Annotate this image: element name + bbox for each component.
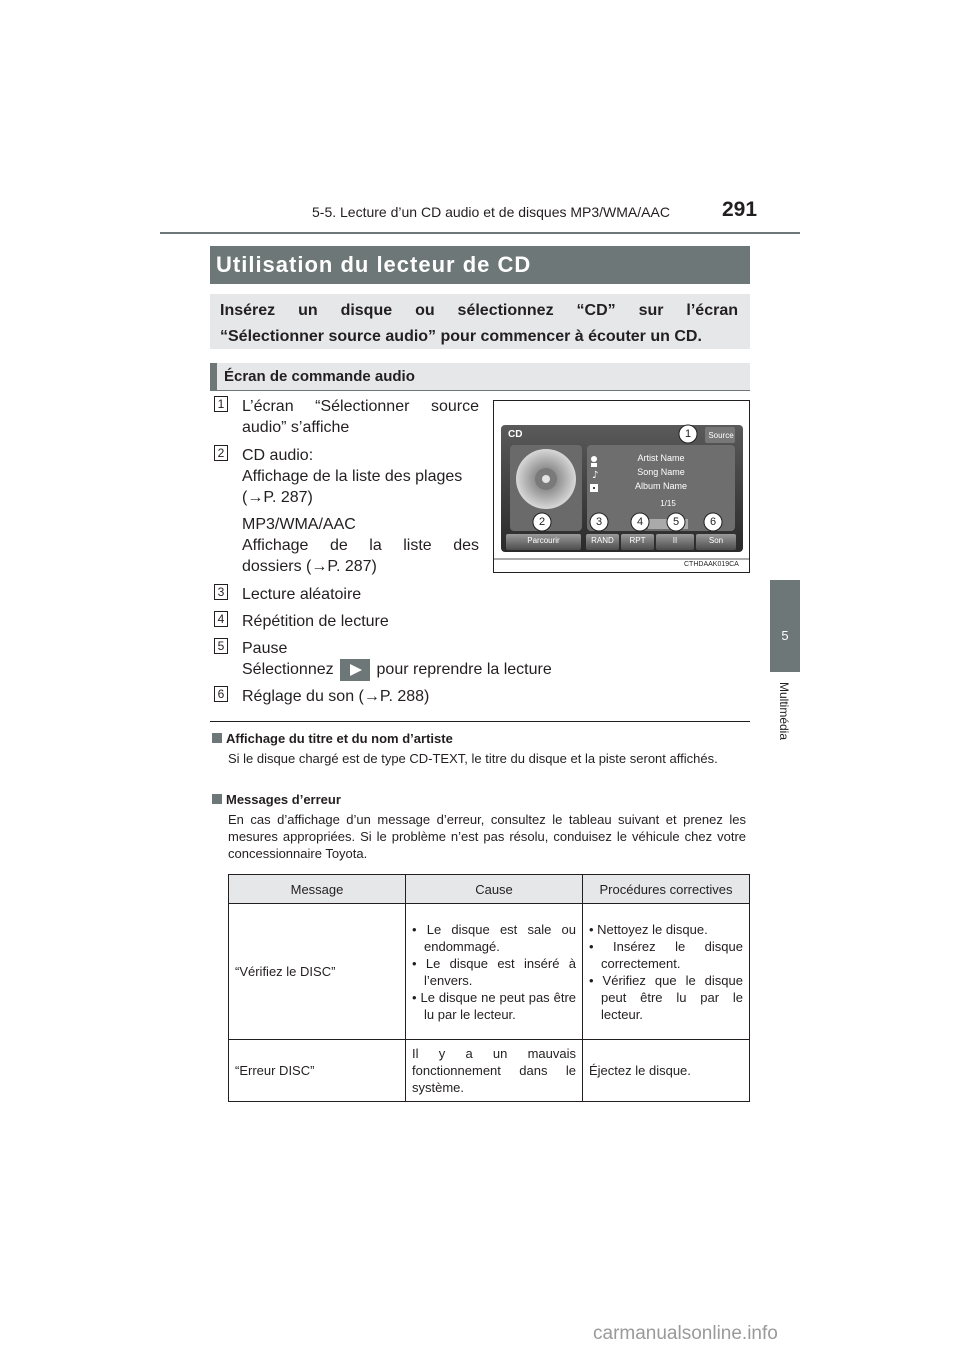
screen-track: 1/15 [660, 499, 676, 508]
fix-item: Insérez le disque correctement. [601, 938, 743, 971]
item-2-line-4: MP3/WMA/AAC [242, 516, 356, 533]
table-cell-message: “Vérifiez le DISC” [229, 904, 406, 1040]
item-4-line-1: Répétition de lecture [242, 613, 389, 630]
item-2-line-1: CD audio: [242, 447, 314, 464]
list-item: • Le disque est inséré à l’envers. [412, 955, 576, 988]
screen-album: Album Name [634, 481, 688, 491]
song-icon: ♪ [592, 470, 599, 481]
item-2-line-6: dossiers (→P. 287) [242, 558, 377, 575]
screen-artist: Artist Name [637, 453, 685, 463]
page-number: 291 [722, 198, 758, 221]
table-cell-fix [583, 904, 750, 1040]
table-header-row [229, 875, 750, 904]
callout-number: 6 [214, 686, 228, 702]
play-icon [340, 659, 370, 681]
table-header-cell: Cause [406, 875, 583, 904]
bullet-square-icon [212, 733, 222, 743]
bullet-square-icon [212, 794, 222, 804]
subsection-accent [210, 363, 217, 390]
subsection-title: Écran de commande audio [224, 368, 415, 385]
callout-number: 2 [214, 445, 228, 461]
callout-number: 4 [214, 611, 228, 627]
list-item: • Vérifiez que le disque peut être lu par le lecteur. [589, 972, 743, 1022]
table-cell-cause [406, 904, 583, 1040]
callout-3-label: 3 [595, 516, 603, 528]
screen-rpt: RPT [629, 536, 646, 545]
error-table [228, 874, 750, 1102]
list-item: • Nettoyez le disque. [589, 921, 708, 937]
intro-line-2: “Sélectionner source audio” pour commencer à écouter un CD. [220, 328, 702, 345]
artist-icon [591, 456, 597, 462]
item-2-line-5: Affichage de la liste des [242, 537, 479, 554]
chapter-label-box [771, 682, 799, 778]
screen-pause: II [672, 536, 678, 545]
callout-1-label: 1 [684, 428, 692, 440]
chapter-label: Multimédia [777, 682, 791, 741]
item-2-line-3: (→P. 287) [242, 489, 313, 506]
screen-browse: Parcourir [527, 536, 560, 545]
fix-item: Nettoyez le disque. [597, 921, 708, 937]
cause-item: Le disque ne peut pas être lu par le lecteur. [420, 989, 576, 1022]
table-row [229, 904, 750, 1040]
table-cell-cause: Il y a un mauvais fonctionnement dans le système. [406, 1040, 583, 1102]
note-text-1: Si le disque chargé est de type CD-TEXT, le titre du disque et la piste seront affichés. [228, 751, 718, 766]
page-title: Utilisation du lecteur de CD [216, 252, 532, 277]
intro-line-1: Insérez un disque ou sélectionnez “CD” sur l’écran [220, 302, 738, 319]
callout-4-label: 4 [636, 516, 644, 528]
cause-item: Le disque est sale ou endommagé. [424, 921, 576, 954]
note-heading-2-text: Messages d’erreur [226, 792, 341, 807]
screen-title: CD [508, 429, 523, 440]
list-item: • Le disque ne peut pas être lu par le lecteur. [412, 989, 576, 1022]
item-3-line-1: Lecture aléatoire [242, 586, 362, 603]
item-5-line-2b: pour reprendre la lecture [376, 661, 552, 679]
table-cell-message: “Erreur DISC” [229, 1040, 406, 1102]
screen-song: Song Name [637, 467, 685, 477]
callout-2-label: 2 [538, 516, 546, 528]
title-bar [210, 246, 750, 284]
screen-rand: RAND [591, 536, 614, 545]
table-cell-fix: Éjectez le disque. [583, 1040, 750, 1102]
chapter-tab [770, 580, 800, 672]
cause-item: Le disque est inséré à l’envers. [424, 955, 576, 988]
item-1-line-1: L’écran “Sélectionner source [242, 398, 479, 415]
watermark: carmanualsonline.info [593, 1323, 778, 1344]
subsection-bar [210, 363, 750, 391]
table-row [229, 1040, 750, 1102]
screen-source-label: Source [708, 431, 734, 440]
item-5-line-1: Pause [242, 640, 288, 657]
note-text-2: En cas d’affichage d’un message d’erreur, consultez le tableau suivant et prenez les mesures appropriées. Si le problème n’est pas résolu, conduisez le véhicule chez votre concessionnaire Toyota. [228, 812, 746, 861]
callout-number: 5 [214, 638, 228, 654]
fix-item: Vérifiez que le disque peut être lu par le lecteur. [601, 972, 743, 1022]
note-heading-1 [212, 731, 453, 746]
note-heading-2 [212, 792, 341, 807]
note-heading-1-text: Affichage du titre et du nom d’artiste [226, 731, 453, 746]
item-6-line-1: Réglage du son (→P. 288) [242, 688, 430, 705]
callout-6-label: 6 [709, 516, 717, 528]
table-header-cell: Procédures correctives [583, 875, 750, 904]
screen-sound: Son [708, 536, 724, 545]
callout-number: 1 [214, 396, 228, 412]
table-header-cell: Message [229, 875, 406, 904]
chapter-number: 5 [781, 628, 789, 643]
intro-box [210, 294, 750, 349]
item-1-line-2: audio” s’affiche [242, 419, 350, 436]
list-item: • Insérez le disque correctement. [589, 938, 743, 971]
callout-5-label: 5 [672, 516, 680, 528]
list-item: • Le disque est sale ou endommagé. [412, 921, 576, 954]
item-2-line-2: Affichage de la liste des plages [242, 468, 463, 485]
section-divider [210, 721, 750, 722]
figure-code: CTHDAAK019CA [684, 561, 739, 568]
header-rule [160, 232, 800, 234]
callout-number: 3 [214, 584, 228, 600]
item-5-line-2 [242, 659, 552, 681]
item-5-line-2a: Sélectionnez [242, 661, 334, 679]
section-header: 5-5. Lecture d’un CD audio et de disques MP3/WMA/AAC [312, 204, 670, 220]
audio-screen-figure [493, 400, 750, 573]
